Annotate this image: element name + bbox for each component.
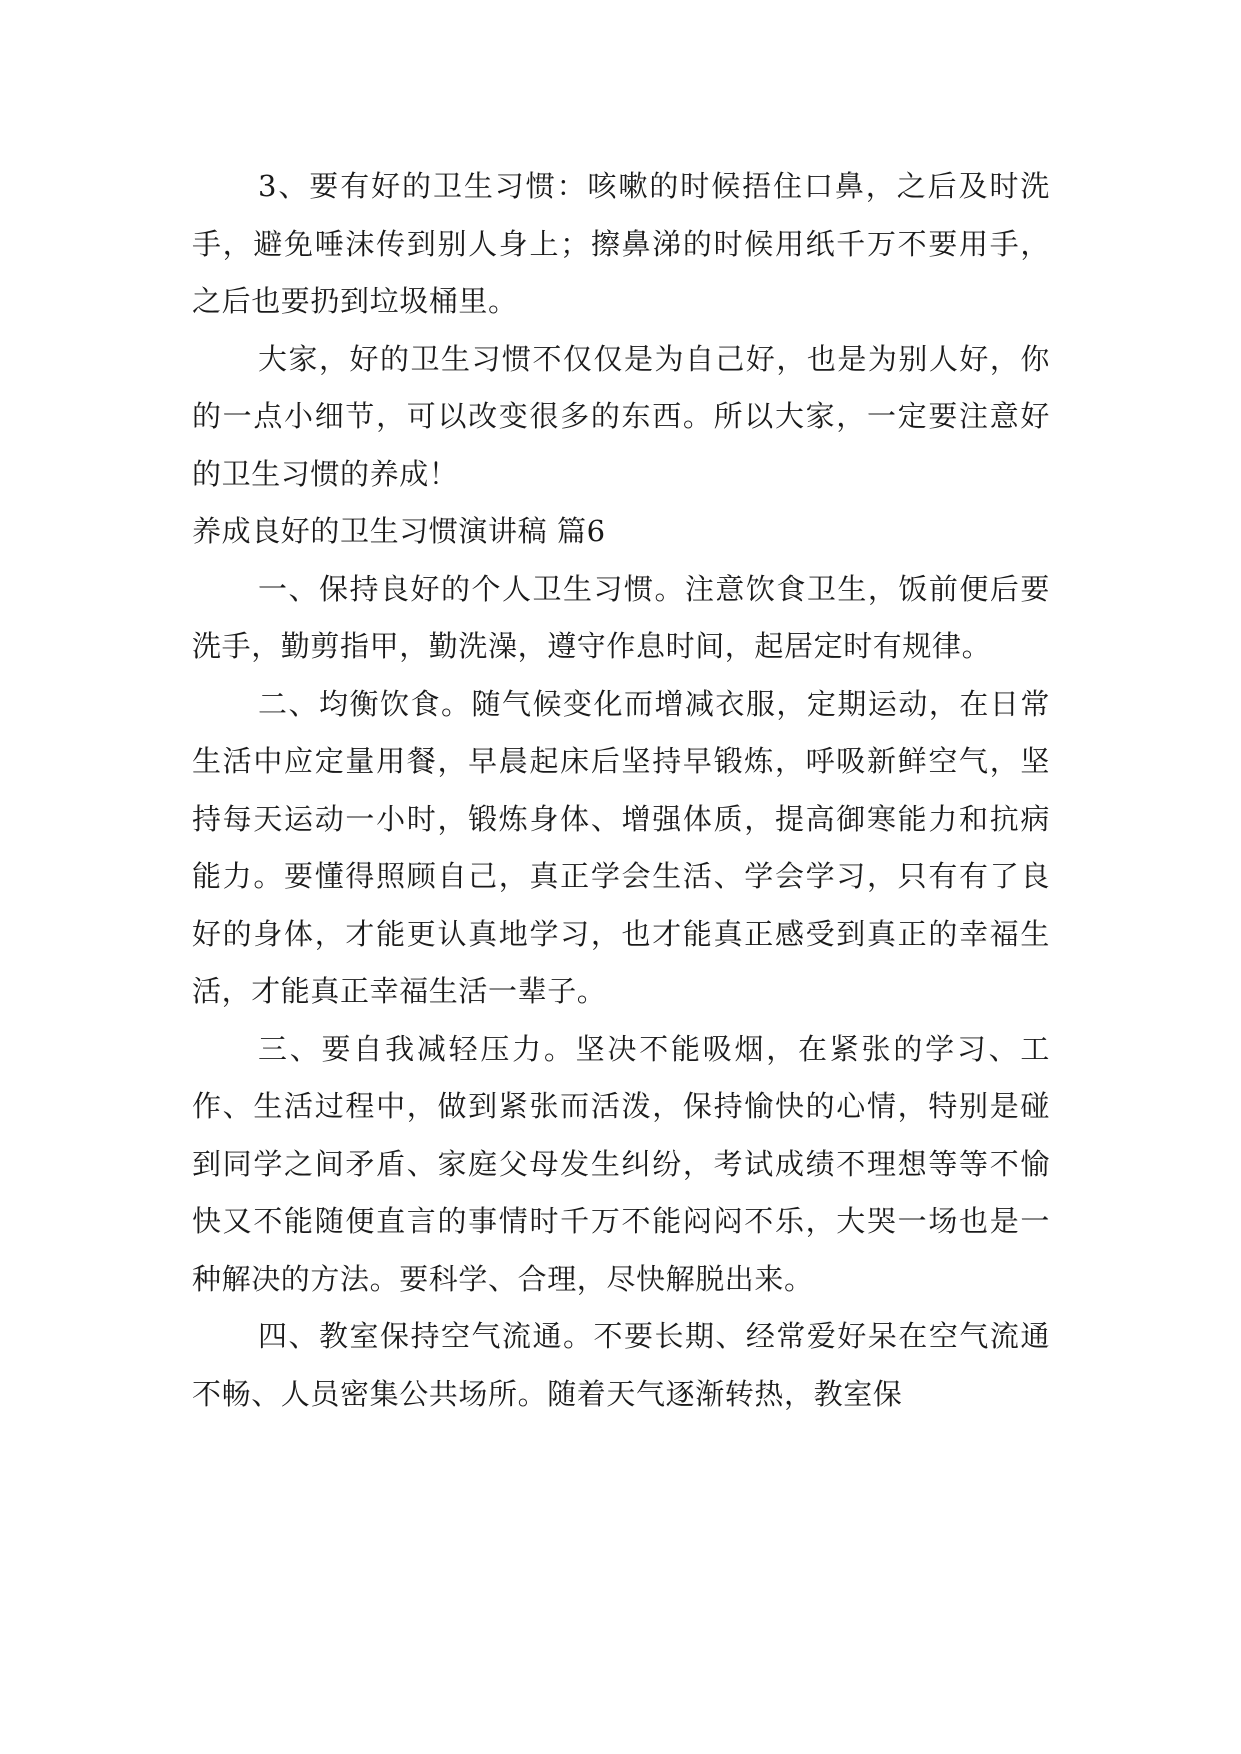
paragraph-personal-hygiene: 一、保持良好的个人卫生习惯。注意饮食卫生，饭前便后要洗手，勤剪指甲，勤洗澡，遵守作息时间，起居定时有规律。 — [192, 571, 1050, 663]
paragraph-classroom-ventilation: 四、教室保持空气流通。不要长期、经常爱好呆在空气流通不畅、人员密集公共场所。随着天气逐渐转热，教室保 — [192, 1319, 1050, 1411]
section-heading: 养成良好的卫生习惯演讲稿 篇6 — [192, 514, 606, 548]
paragraph-balanced-diet: 二、均衡饮食。随气候变化而增减衣服，定期运动，在日常生活中应定量用餐，早晨起床后坚持早锻炼，呼吸新鲜空气，坚持每天运动一小时，锻炼身体、增强体质，提高御寒能力和抗病能力。要懂得照顾自己，真正学会生活、学会学习，只有有了良好的身体，才能更认真地学习，也才能真正感受到真正的幸福生活，才能真正幸福生活一辈子。 — [192, 686, 1050, 1008]
paragraph-reduce-stress: 三、要自我减轻压力。坚决不能吸烟，在紧张的学习、工作、生活过程中，做到紧张而活泼，保持愉快的心情，特别是碰到同学之间矛盾、家庭父母发生纠纷，考试成绩不理想等等不愉快又不能随便直言的事情时千万不能闷闷不乐，大哭一场也是一种解决的方法。要科学、合理，尽快解脱出来。 — [192, 1031, 1050, 1296]
paragraph-closing-remarks: 大家，好的卫生习惯不仅仅是为自己好，也是为别人好，你的一点小细节，可以改变很多的东西。所以大家，一定要注意好的卫生习惯的养成！ — [192, 341, 1050, 491]
paragraph-hygiene-habits-3: 3、要有好的卫生习惯：咳嗽的时候捂住口鼻，之后及时洗手，避免唾沫传到别人身上；擦鼻涕的时候用纸千万不要用手，之后也要扔到垃圾桶里。 — [192, 169, 1050, 318]
document-body — [192, 158, 1050, 1423]
